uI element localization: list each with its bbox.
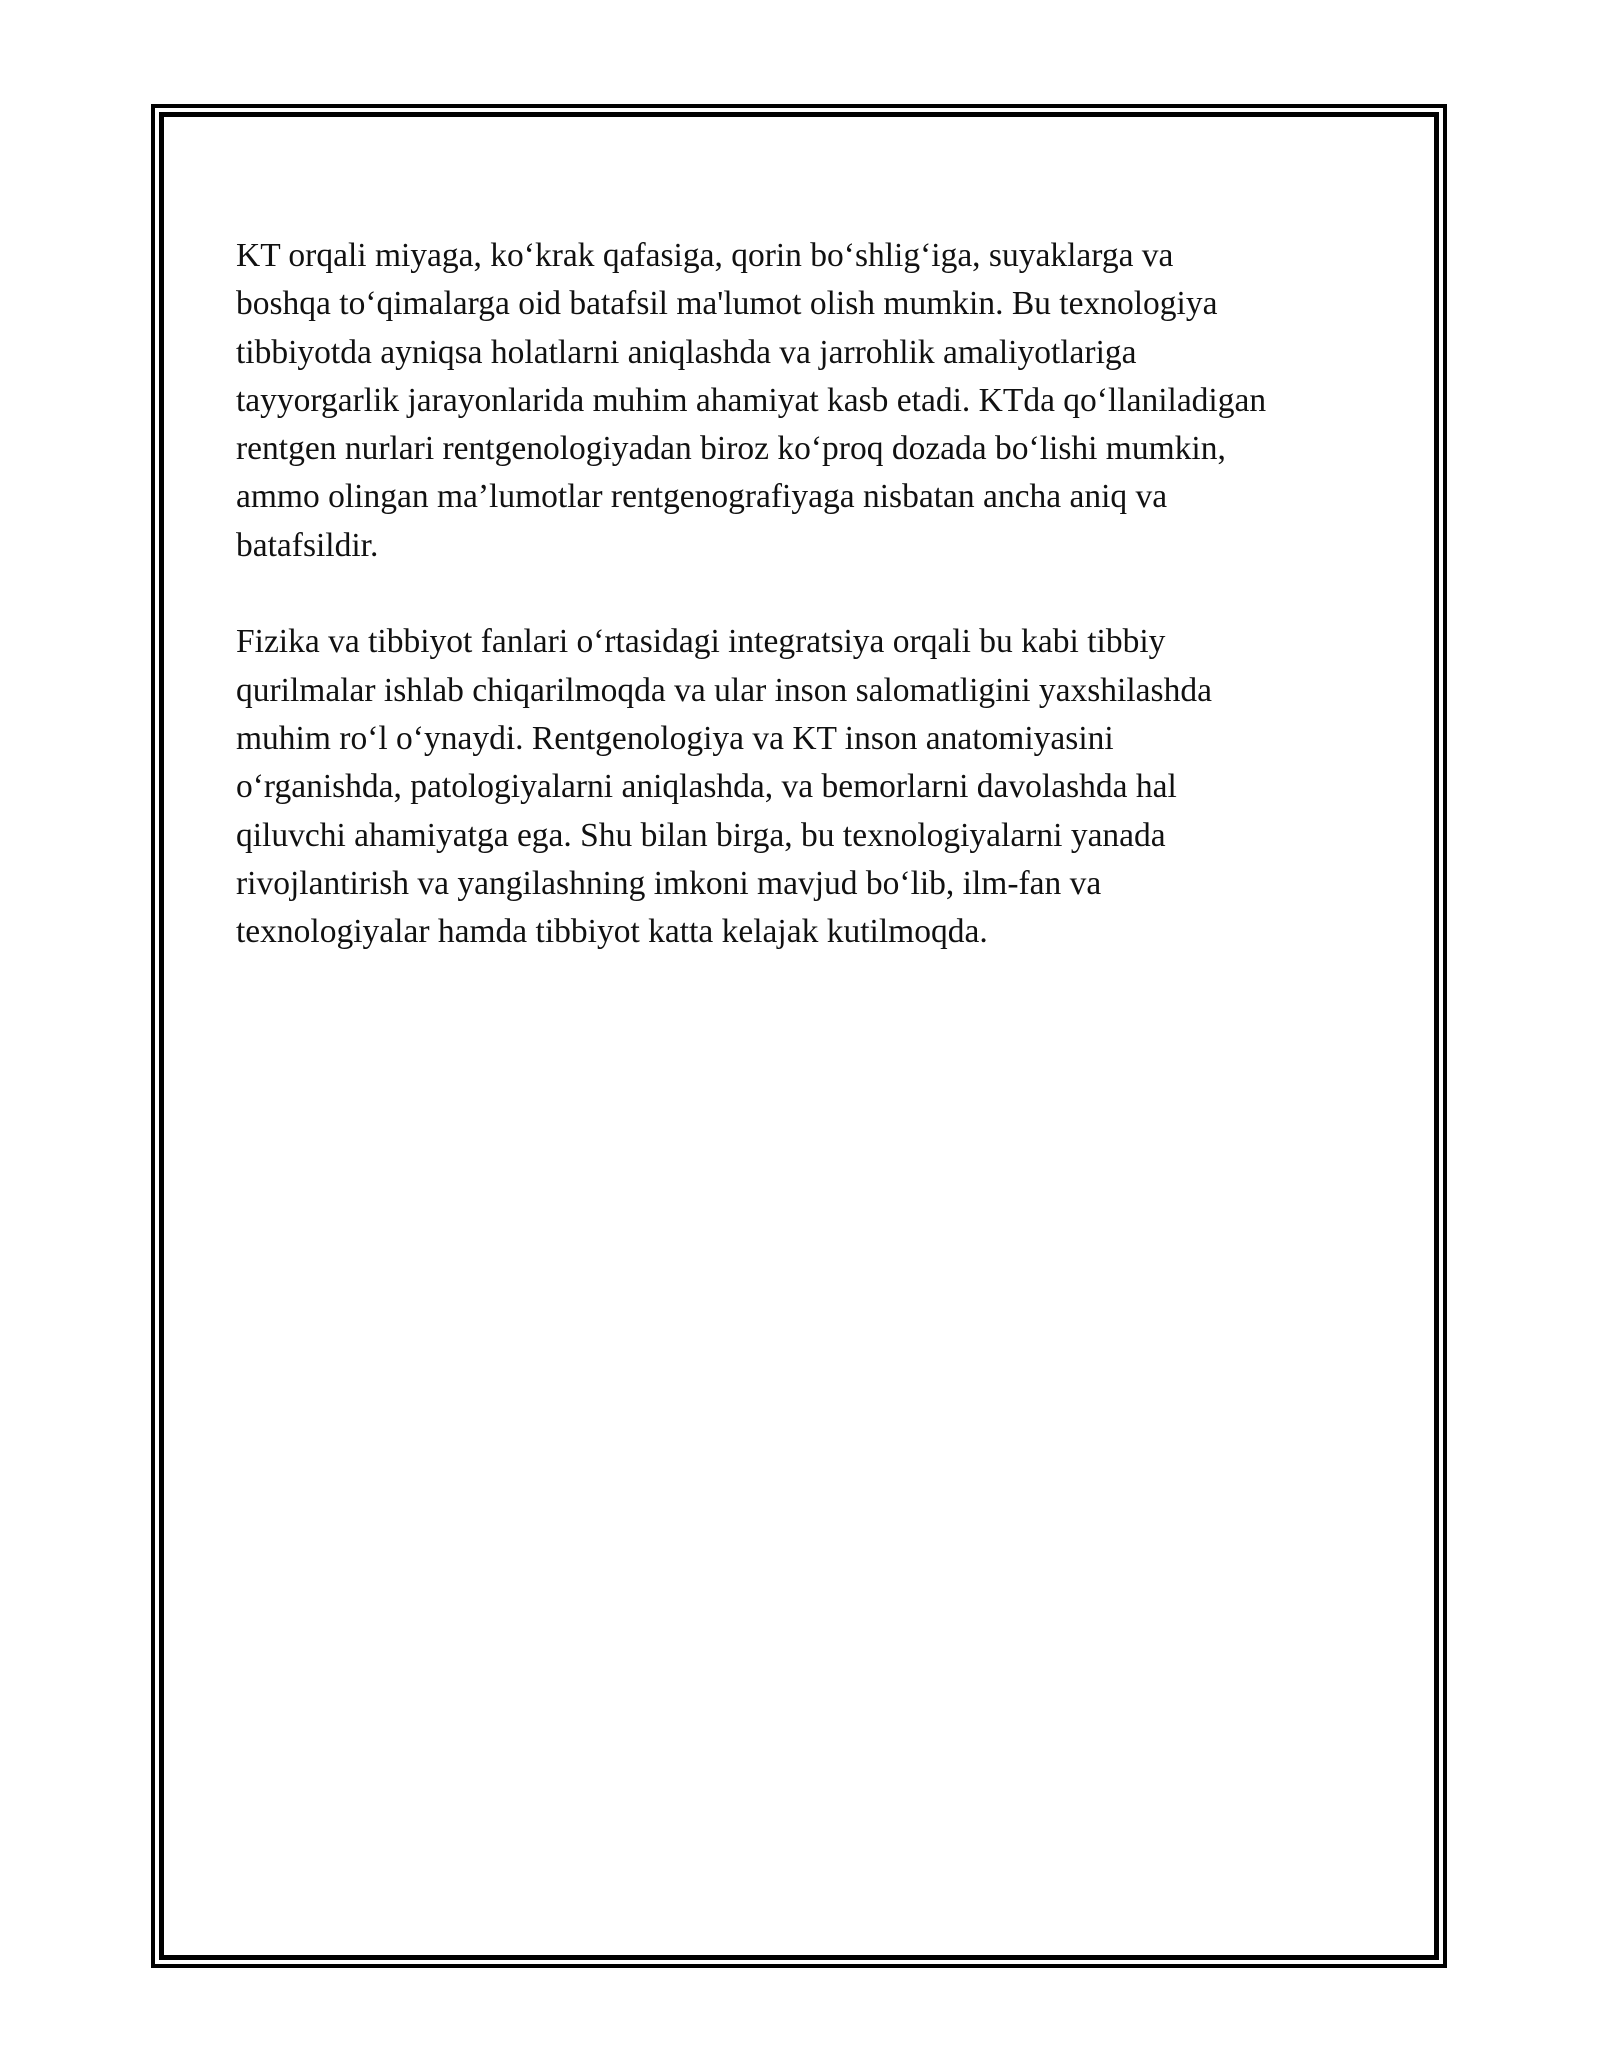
- text-line: ammo olingan ma’lumotlar rentgenografiyaga nisbatan ancha aniq va: [236, 478, 1168, 516]
- text-line: rentgen nurlari rentgenologiyadan biroz ko‘proq dozada bo‘lishi mumkin,: [236, 430, 1226, 468]
- text-line: rivojlantirish va yangilashning imkoni mavjud bo‘lib, ilm-fan va: [236, 864, 1102, 902]
- text-line: qiluvchi ahamiyatga ega. Shu bilan birga, bu texnologiyalarni yanada: [236, 816, 1166, 854]
- text-line: Fizika va tibbiyot fanlari o‘rtasidagi integratsiya orqali bu kabi tibbiy: [236, 623, 1166, 661]
- text-line: tayyorgarlik jarayonlarida muhim ahamiyat kasb etadi. KTda qo‘llaniladigan: [236, 381, 1267, 419]
- text-line: qurilmalar ishlab chiqarilmoqda va ular inson salomatligini yaxshilashda: [236, 671, 1212, 709]
- text-line: muhim ro‘l o‘ynaydi. Rentgenologiya va KT inson anatomiyasini: [236, 719, 1114, 757]
- paragraph-1: [236, 232, 1396, 570]
- text-line: texnologiyalar hamda tibbiyot katta kelajak kutilmoqda.: [236, 913, 988, 951]
- text-line: o‘rganishda, patologiyalarni aniqlashda, va bemorlarni davolashda hal: [236, 768, 1177, 806]
- paragraph-2: [236, 618, 1396, 956]
- text-line: batafsildir.: [236, 526, 379, 564]
- text-line: tibbiyotda ayniqsa holatlarni aniqlashda va jarrohlik amaliyotlariga: [236, 333, 1137, 371]
- document-body: [236, 232, 1396, 1005]
- text-line: KT orqali miyaga, ko‘krak qafasiga, qorin bo‘shlig‘iga, suyaklarga va: [236, 237, 1174, 274]
- text-line: boshqa to‘qimalarga oid batafsil ma'lumot olish mumkin. Bu texnologiya: [236, 285, 1218, 323]
